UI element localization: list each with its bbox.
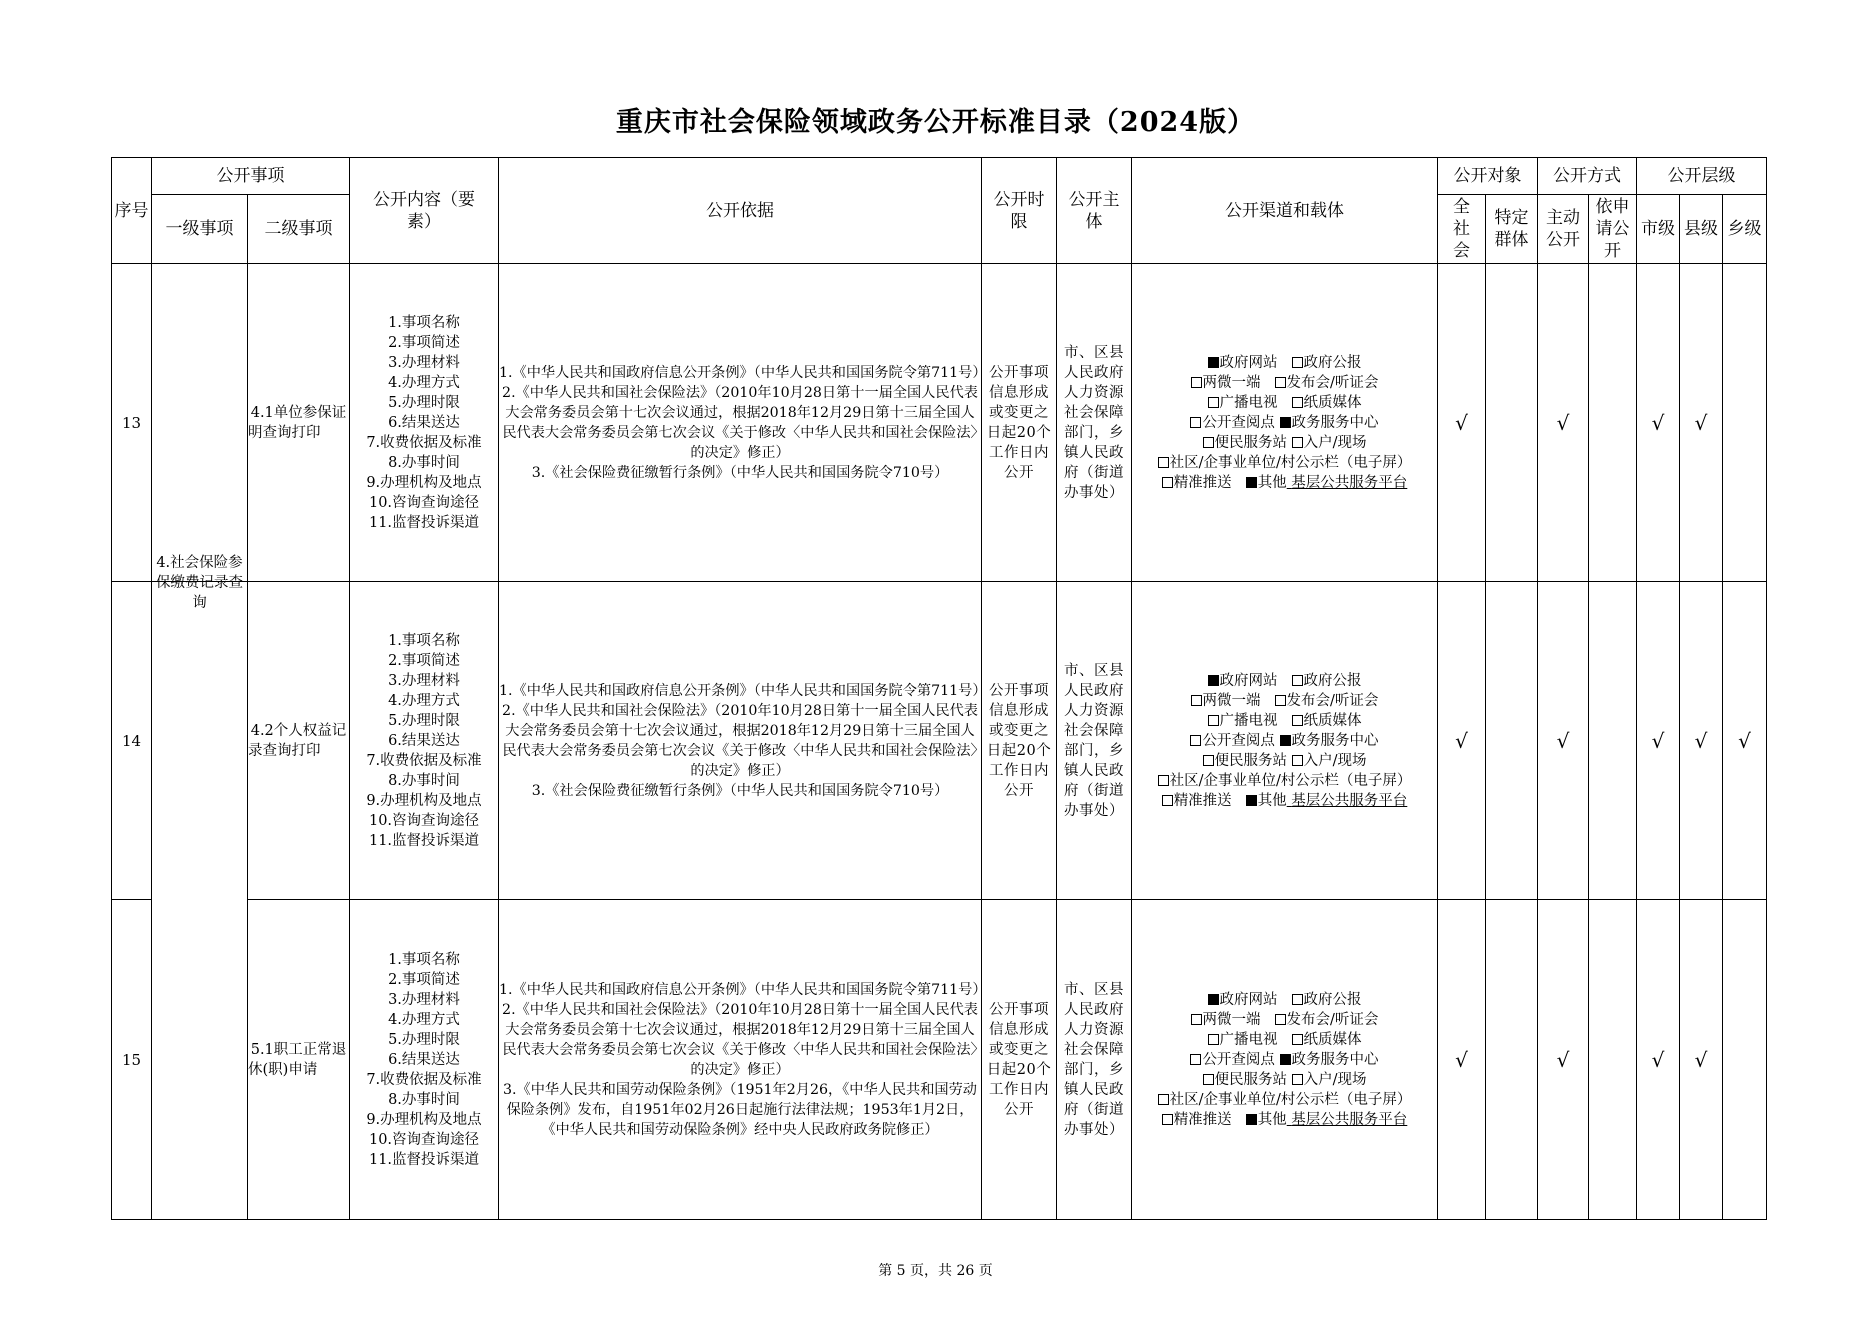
content-item: 4.办理方式: [388, 1011, 460, 1028]
checkbox-empty-icon: [1292, 437, 1303, 448]
table-row: [112, 264, 1767, 582]
checkbox-checked-icon: [1246, 477, 1257, 488]
content-item: 7.收费依据及标准: [366, 434, 482, 451]
row-subject: 市、区县人民政府人力资源社会保障部门，乡镇人民政府（街道办事处）: [1057, 582, 1132, 900]
row-method-apply: [1589, 900, 1637, 1220]
checkbox-empty-icon: [1208, 1034, 1219, 1045]
checkbox-empty-icon: [1208, 397, 1219, 408]
row-target-all: √: [1438, 582, 1486, 900]
basis-item: 1.《中华人民共和国政府信息公开条例》（中华人民共和国国务院令第711号）: [499, 682, 987, 699]
content-item: 3.办理材料: [388, 672, 460, 689]
header-time: 公开时限: [982, 158, 1057, 264]
row-target-specific: [1486, 582, 1538, 900]
content-item: 9.办理机构及地点: [366, 792, 482, 809]
catalog-body: [112, 264, 1767, 1220]
checkbox-checked-icon: [1208, 357, 1219, 368]
content-item: 3.办理材料: [388, 354, 460, 371]
row-channels: 政府网站 政府公报 两微一端 发布会/听证会 广播电视 纸质媒体 公开查阅点 政务服务中心 便民服务站 入户/现场 社区/企事业单位/村公示栏（电子屏） 精准推送 其他 基层公共服务平台: [1132, 900, 1438, 1220]
content-item: 5.办理时限: [388, 1031, 460, 1048]
content-item: 9.办理机构及地点: [366, 1111, 482, 1128]
checkbox-empty-icon: [1292, 675, 1303, 686]
content-item: 5.办理时限: [388, 712, 460, 729]
content-item: 4.办理方式: [388, 692, 460, 709]
row-level-town: √: [1723, 582, 1767, 900]
checkbox-checked-icon: [1246, 795, 1257, 806]
header-level-county: 县级: [1680, 195, 1723, 264]
row-channels: 政府网站 政府公报 两微一端 发布会/听证会 广播电视 纸质媒体 公开查阅点 政务服务中心 便民服务站 入户/现场 社区/企事业单位/村公示栏（电子屏） 精准推送 其他 基层公共服务平台: [1132, 264, 1438, 582]
row-method-apply: [1589, 582, 1637, 900]
checkbox-empty-icon: [1162, 477, 1173, 488]
content-item: 1.事项名称: [388, 951, 460, 968]
header-level-town: 乡级: [1723, 195, 1767, 264]
content-item: 10.咨询查询途径: [368, 1131, 480, 1148]
header-item-group: 公开事项: [152, 158, 350, 195]
checkbox-empty-icon: [1190, 735, 1201, 746]
row-level1-item: [152, 582, 248, 900]
row-method-apply: [1589, 264, 1637, 582]
row-level-town: [1723, 264, 1767, 582]
checkbox-empty-icon: [1203, 1074, 1214, 1085]
checkbox-checked-icon: [1246, 1114, 1257, 1125]
checkbox-empty-icon: [1203, 437, 1214, 448]
row-basis: [499, 900, 987, 1220]
basis-item: 1.《中华人民共和国政府信息公开条例》（中华人民共和国国务院令第711号）: [499, 981, 987, 998]
row-basis: [499, 264, 987, 582]
basis-item: 3.《社会保险费征缴暂行条例》（中华人民共和国国务院令710号）: [531, 464, 949, 481]
checkbox-empty-icon: [1292, 357, 1303, 368]
basis-item: 3.《社会保险费征缴暂行条例》（中华人民共和国国务院令710号）: [531, 782, 949, 799]
row-level1-item: [152, 900, 248, 1220]
row-target-specific: [1486, 264, 1538, 582]
row-subject: 市、区县人民政府人力资源社会保障部门，乡镇人民政府（街道办事处）: [1057, 900, 1132, 1220]
checkbox-empty-icon: [1191, 695, 1202, 706]
row-level1-item: 4.社会保险参保缴费记录查询: [152, 264, 248, 582]
checkbox-empty-icon: [1162, 795, 1173, 806]
header-level: 公开层级: [1637, 158, 1767, 195]
row-channels: 政府网站 政府公报 两微一端 发布会/听证会 广播电视 纸质媒体 公开查阅点 政务服务中心 便民服务站 入户/现场 社区/企事业单位/村公示栏（电子屏） 精准推送 其他 基层公共服务平台: [1132, 582, 1438, 900]
checkbox-empty-icon: [1292, 397, 1303, 408]
header-item-l1: 一级事项: [152, 195, 248, 264]
basis-item: 3.《中华人民共和国劳动保险条例》（1951年2月26，《中华人民共和国劳动保险条例》发布，自1951年02月26日起施行法律法规；1953年1月2日，《中华人民共和国劳动保险条例》经中央人民政府政务院修正）: [503, 1081, 977, 1138]
checkbox-checked-icon: [1280, 417, 1291, 428]
row-seq: 13: [112, 264, 152, 582]
table-row: [112, 582, 1767, 900]
row-level-city: √: [1637, 900, 1680, 1220]
content-item: 11.监督投诉渠道: [368, 832, 480, 849]
checkbox-checked-icon: [1208, 994, 1219, 1005]
header-subject: 公开主体: [1057, 158, 1132, 264]
checkbox-empty-icon: [1158, 1094, 1169, 1105]
table-row: [112, 900, 1767, 1220]
header-method: 公开方式: [1538, 158, 1637, 195]
checkbox-empty-icon: [1158, 457, 1169, 468]
row-content-list: [350, 900, 499, 1220]
header-basis: 公开依据: [499, 158, 982, 264]
row-method-active: √: [1538, 264, 1589, 582]
checkbox-empty-icon: [1292, 755, 1303, 766]
row-level-town: [1723, 900, 1767, 1220]
basis-item: 2.《中华人民共和国社会保险法》（2010年10月28日第十一届全国人民代表大会常务委员会第十七次会议通过，根据2018年12月29日第十三届全国人民代表大会常务委员会第七次会议《关于修改〈中华人民共和国社会保险法〉的决定》修正）: [502, 702, 978, 779]
content-item: 8.办事时间: [388, 772, 460, 789]
header-method-apply: 依申请公开: [1589, 195, 1637, 264]
page-title: 重庆市社会保险领域政务公开标准目录（2024版）: [615, 107, 1256, 138]
content-item: 8.办事时间: [388, 454, 460, 471]
content-item: 1.事项名称: [388, 314, 460, 331]
checkbox-empty-icon: [1158, 775, 1169, 786]
content-item: 11.监督投诉渠道: [368, 1151, 480, 1168]
row-content-list: [350, 264, 499, 582]
content-item: 7.收费依据及标准: [366, 752, 482, 769]
header-item-l2: 二级事项: [248, 195, 350, 264]
checkbox-empty-icon: [1275, 377, 1286, 388]
header-target: 公开对象: [1438, 158, 1538, 195]
row-target-all: √: [1438, 900, 1486, 1220]
checkbox-empty-icon: [1275, 695, 1286, 706]
content-item: 11.监督投诉渠道: [368, 514, 480, 531]
content-item: 6.结果送达: [388, 732, 460, 749]
content-item: 4.办理方式: [388, 374, 460, 391]
content-item: 2.事项简述: [388, 334, 460, 351]
basis-item: 1.《中华人民共和国政府信息公开条例》（中华人民共和国国务院令第711号）: [499, 364, 987, 381]
checkbox-empty-icon: [1208, 715, 1219, 726]
row-level-county: √: [1680, 582, 1723, 900]
header-target-specific: 特定群体: [1486, 195, 1538, 264]
checkbox-checked-icon: [1208, 675, 1219, 686]
row-content-list: [350, 582, 499, 900]
content-item: 6.结果送达: [388, 1051, 460, 1068]
content-item: 2.事项简述: [388, 652, 460, 669]
content-item: 3.办理材料: [388, 991, 460, 1008]
content-item: 6.结果送达: [388, 414, 460, 431]
row-target-specific: [1486, 900, 1538, 1220]
header-seq: 序号: [112, 158, 152, 264]
header-content: 公开内容（要素）: [350, 158, 499, 264]
checkbox-empty-icon: [1292, 715, 1303, 726]
row-level2-item: 5.1职工正常退休(职)申请: [248, 900, 350, 1220]
checkbox-empty-icon: [1203, 755, 1214, 766]
checkbox-empty-icon: [1292, 1074, 1303, 1085]
row-subject: 市、区县人民政府人力资源社会保障部门，乡镇人民政府（街道办事处）: [1057, 264, 1132, 582]
page-footer: 第 5 页，共 26 页: [878, 1263, 993, 1279]
row-seq: 14: [112, 582, 152, 900]
content-item: 2.事项简述: [388, 971, 460, 988]
row-basis: [499, 582, 987, 900]
catalog-table: [111, 157, 1767, 1220]
checkbox-empty-icon: [1190, 1054, 1201, 1065]
row-level2-item: 4.2个人权益记录查询打印: [248, 582, 350, 900]
row-level-city: √: [1637, 582, 1680, 900]
row-time-limit: 公开事项信息形成或变更之日起20个工作日内公开: [982, 900, 1057, 1220]
content-item: 10.咨询查询途径: [368, 812, 480, 829]
row-method-active: √: [1538, 582, 1589, 900]
basis-item: 2.《中华人民共和国社会保险法》（2010年10月28日第十一届全国人民代表大会常务委员会第十七次会议通过，根据2018年12月29日第十三届全国人民代表大会常务委员会第七次会议《关于修改〈中华人民共和国社会保险法〉的决定》修正）: [502, 384, 978, 461]
content-item: 9.办理机构及地点: [366, 474, 482, 491]
header-method-active: 主动公开: [1538, 195, 1589, 264]
checkbox-empty-icon: [1292, 994, 1303, 1005]
checkbox-checked-icon: [1280, 735, 1291, 746]
checkbox-empty-icon: [1275, 1014, 1286, 1025]
content-item: 7.收费依据及标准: [366, 1071, 482, 1088]
header-channel: 公开渠道和载体: [1132, 158, 1438, 264]
checkbox-empty-icon: [1292, 1034, 1303, 1045]
checkbox-checked-icon: [1280, 1054, 1291, 1065]
checkbox-empty-icon: [1162, 1114, 1173, 1125]
content-item: 10.咨询查询途径: [368, 494, 480, 511]
row-time-limit: 公开事项信息形成或变更之日起20个工作日内公开: [982, 264, 1057, 582]
checkbox-empty-icon: [1191, 377, 1202, 388]
content-item: 1.事项名称: [388, 632, 460, 649]
row-seq: 15: [112, 900, 152, 1220]
row-level-city: √: [1637, 264, 1680, 582]
row-time-limit: 公开事项信息形成或变更之日起20个工作日内公开: [982, 582, 1057, 900]
content-item: 8.办事时间: [388, 1091, 460, 1108]
header-level-city: 市级: [1637, 195, 1680, 264]
header-target-all: 全社会: [1438, 195, 1486, 264]
row-level2-item: 4.1单位参保证明查询打印: [248, 264, 350, 582]
row-method-active: √: [1538, 900, 1589, 1220]
row-target-all: √: [1438, 264, 1486, 582]
basis-item: 2.《中华人民共和国社会保险法》（2010年10月28日第十一届全国人民代表大会常务委员会第十七次会议通过，根据2018年12月29日第十三届全国人民代表大会常务委员会第七次会议《关于修改〈中华人民共和国社会保险法〉的决定》修正）: [502, 1001, 978, 1078]
row-level-county: √: [1680, 900, 1723, 1220]
checkbox-empty-icon: [1191, 1014, 1202, 1025]
checkbox-empty-icon: [1190, 417, 1201, 428]
content-item: 5.办理时限: [388, 394, 460, 411]
row-level-county: √: [1680, 264, 1723, 582]
